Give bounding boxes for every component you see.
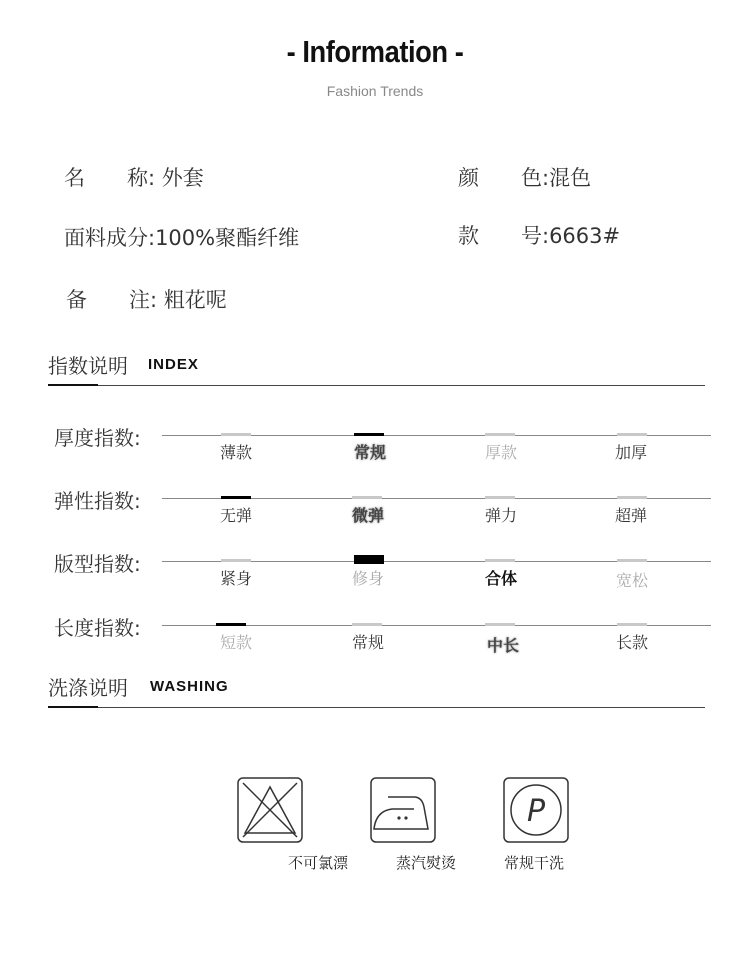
divider <box>48 707 705 708</box>
index-option: 超弹 <box>614 506 647 525</box>
index-option: 中长 <box>486 636 519 655</box>
index-tick <box>617 496 647 499</box>
index-tick <box>617 623 647 626</box>
index-label: 厚度指数: <box>54 426 141 450</box>
info-style-no: 款 号:6663# <box>458 224 621 248</box>
dry-clean-icon <box>503 777 569 843</box>
no-bleach-icon <box>237 777 303 843</box>
index-option: 加厚 <box>614 443 647 462</box>
info-color: 颜 色:混色 <box>458 166 592 190</box>
index-option-selected: 修身 <box>351 569 384 588</box>
washing-label: 不可氯漂 <box>288 854 349 872</box>
index-row-fit <box>0 548 750 598</box>
index-section-title: 指数说明 <box>48 354 128 378</box>
index-option: 弹力 <box>484 506 517 525</box>
washing-label: 蒸汽熨烫 <box>396 854 457 872</box>
index-option-selected: 常规 <box>353 443 386 462</box>
page-title: - Information - <box>286 34 464 69</box>
index-option-selected: 短款 <box>219 633 252 652</box>
index-tick <box>617 433 647 436</box>
page-subtitle: Fashion Trends <box>326 83 424 99</box>
index-tick-selected <box>354 433 384 436</box>
washing-section-title: 洗涤说明 <box>48 676 128 700</box>
index-option: 薄款 <box>219 443 252 462</box>
index-tick <box>485 623 515 626</box>
index-row-elasticity <box>0 485 750 535</box>
index-label: 弹性指数: <box>54 489 141 513</box>
index-option: 常规 <box>351 633 384 652</box>
divider-accent <box>48 706 98 708</box>
index-label: 长度指数: <box>54 616 141 640</box>
index-tick <box>352 623 382 626</box>
washing-section-en: WASHING <box>150 678 229 695</box>
index-tick <box>221 433 251 436</box>
index-tick <box>485 496 515 499</box>
index-option: 紧身 <box>219 569 252 588</box>
index-label: 版型指数: <box>54 552 141 576</box>
washing-label: 常规干洗 <box>504 854 565 872</box>
divider-accent <box>48 384 98 386</box>
index-row-thickness <box>0 422 750 472</box>
index-option: 合体 <box>484 569 517 588</box>
info-note: 备 注: 粗花呢 <box>66 288 227 312</box>
index-tick-selected <box>221 496 251 499</box>
index-tick <box>485 433 515 436</box>
index-option: 宽松 <box>615 571 648 590</box>
washing-section-header <box>48 672 705 712</box>
index-tick-selected <box>216 623 246 626</box>
index-option-selected: 无弹 <box>219 506 252 525</box>
index-row-length <box>0 612 750 662</box>
index-tick <box>352 496 382 499</box>
index-section-en: INDEX <box>148 356 199 373</box>
index-option: 厚款 <box>484 443 517 462</box>
index-tick-selected <box>354 555 384 564</box>
index-tick <box>221 559 251 562</box>
index-section-header <box>48 350 705 390</box>
index-option: 微弹 <box>351 506 384 525</box>
svg-text:P: P <box>526 794 546 829</box>
info-fabric: 面料成分:100%聚酯纤维 <box>64 226 300 250</box>
index-option: 长款 <box>615 633 648 652</box>
index-tick <box>485 559 515 562</box>
index-tick <box>617 559 647 562</box>
divider <box>48 385 705 386</box>
steam-iron-icon <box>370 777 436 843</box>
info-name: 名 称: 外套 <box>64 166 204 190</box>
